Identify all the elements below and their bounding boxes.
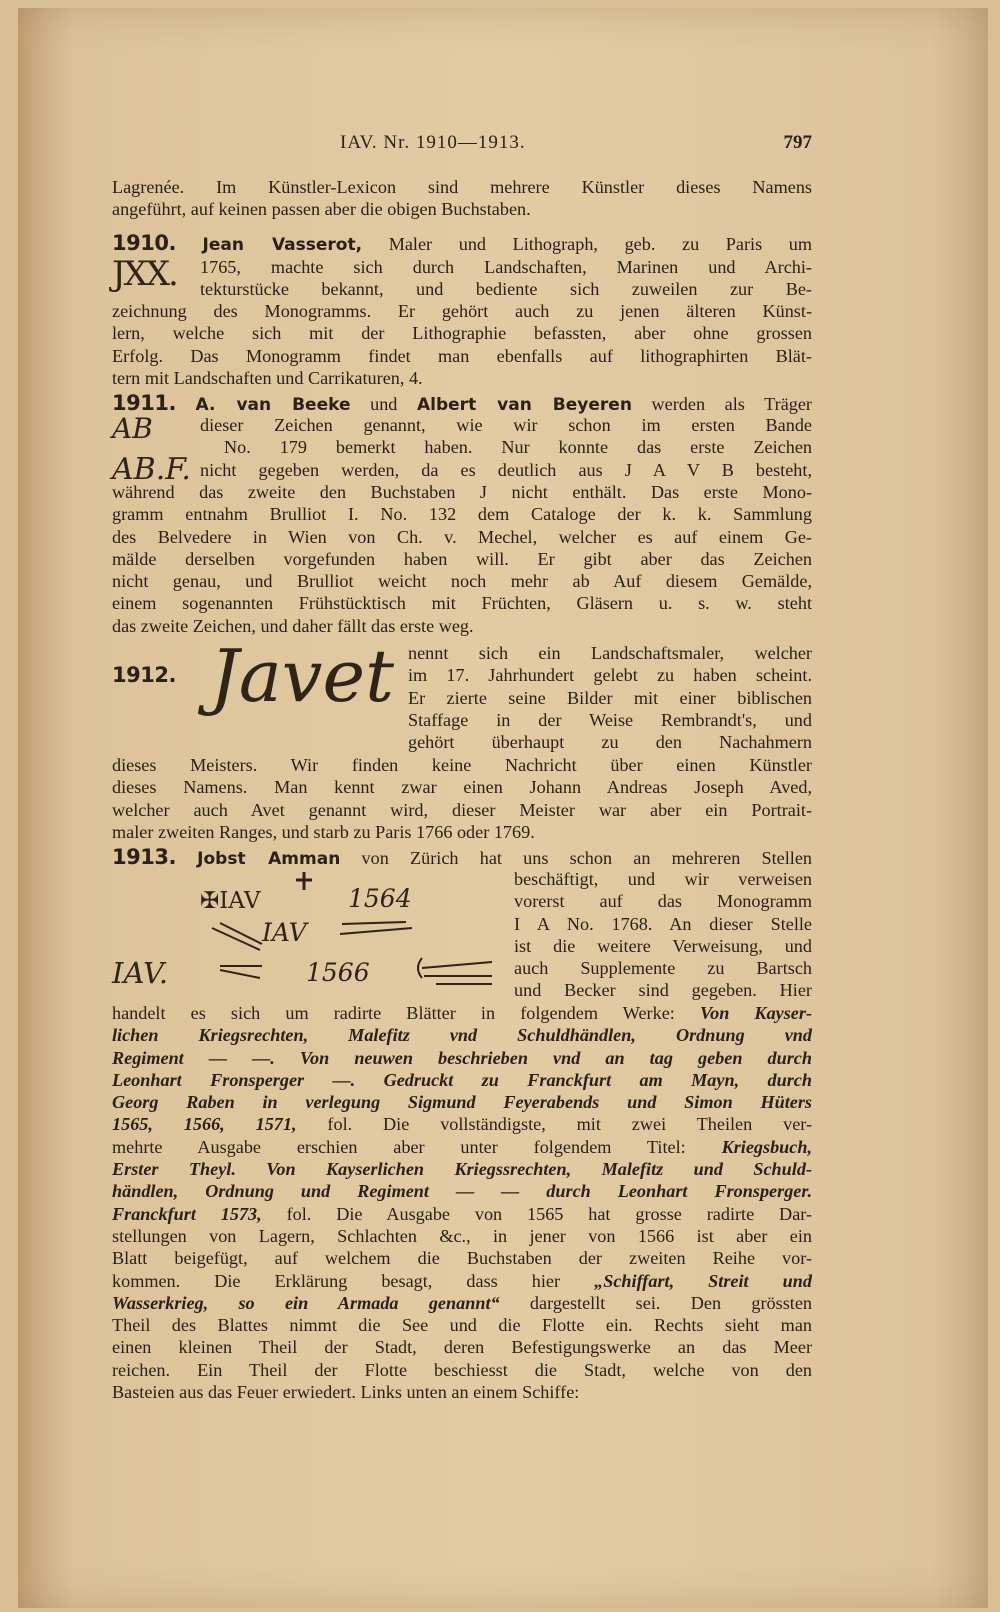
entry-1912-number-wrap bbox=[112, 663, 176, 687]
entry-1910-body: zeichnung des Monogramms. Er gehört auch zu jenen älteren Künst- lern, welche sich mit der Lithographie befassten, aber ohne grossen Erfolg. Das Monogramm findet man ebenfalls auf lithographirten Blät- tern mit Landschaften und Carrikaturen, 4. bbox=[112, 301, 812, 388]
entry-1913: 1913. Jobst Amman von Zürich hat uns schon an mehreren Stellen bbox=[112, 845, 813, 869]
monogram-strokes bbox=[200, 918, 500, 998]
entry-1912-body: dieses Meisters. Wir finden keine Nachricht über einen Künstler dieses Namens. Man kennt zwar einen Johann Andreas Joseph Aved, welcher auch Avet genannt wird, dieser Meister war aber ein Portrait- maler zweiten Ranges, und starb zu Paris 1766 oder 1769. bbox=[112, 755, 812, 842]
entry-1913-right: beschäftigt, und wir verweisen vorerst auf das Monogramm I A No. 1768. An dieser Stelle ist die weitere Verweisung, und auch Supplemente zu Bartsch und Becker sind gegeben. Hier bbox=[514, 869, 812, 1001]
entry-1910-indented: 1765, machte sich durch Landschaften, Marinen und Archi- tekturstücke bekannt, und bediente sich zuweilen zur Be- bbox=[200, 257, 812, 300]
monogram-ab: AB bbox=[112, 412, 153, 445]
entry-1912-right: nennt sich ein Landschaftsmaler, welcher im 17. Jahrhundert gelebt zu haben scheint. Er zierte seine Bilder mit einer biblischen Staffage in der Weise Rembrandt's, und gehört überhaupt zu den Nachahmern bbox=[408, 643, 812, 753]
intro-paragraph: Lagrenée. Im Künstler-Lexicon sind mehrere Künstler dieses Namens angeführt, auf keinen passen aber die obigen Buchstaben. bbox=[112, 177, 812, 220]
flourish-icon bbox=[220, 966, 262, 978]
sword-icon bbox=[212, 923, 262, 950]
artist-name: A. van Beeke bbox=[195, 395, 351, 415]
monogram-cross-iav: ✠IAV bbox=[200, 888, 261, 914]
entry-1913-body: handelt es sich um radirte Blätter in folgendem Werke: Von Kayser- lichen Kriegsrechten, Malefitz vnd Schuldhändlen, Ordnung vnd Regiment — —. Von neuwen beschrieben vnd an tag geben durch Leonhart Fronsperger —. Gedruckt zu Franckfurt am Mayn, durch Georg Raben in verlegung Sigmund Feyerabends und Simon Hüters 1565, 1566, 1571, fol. Die vollständigste, mit zwei Theilen ver- mehrte Ausgabe erschien aber unter folgendem Titel: Kriegsbuch, Erster Theyl. Von Kayserlichen Kriegssrechten, Malefitz und Schuld- händlen, Ordnung und Regiment — — durch Leonhart Fronsperger. Franckfurt 1573, fol. Die Ausgabe von 1565 hat grosse radirte Dar- stellungen von Lagern, Schlachten &c., in jener von 1566 ist aber ein Blatt beigefügt, auf welchem die Buchstaben der zweiten Reihe vor- kommen. Die Erklärung besagt, dass hier „Schiffart, Streit und Wasserkrieg, so ein Armada genannt“ dargestellt sei. Den grössten Theil des Blattes nimmt die See und die Flotte ein. Rechts sieht man einen kleinen Theil der Stadt, deren Befestigungswerke an das Meer reichen. Ein Theil der Flotte beschiesst die Stadt, welche von den Basteien aus das Feuer erwiedert. Links unten an einem Schiffe: bbox=[112, 1003, 813, 1403]
entry-number: 1913. bbox=[112, 845, 176, 869]
monogram-iav-sword: IAV bbox=[262, 918, 307, 947]
artist-name: Jobst Amman bbox=[197, 849, 341, 869]
monogram-jxx: JXX. bbox=[112, 254, 177, 294]
entry-number: 1911. bbox=[112, 391, 176, 415]
page-number: 797 bbox=[783, 132, 812, 153]
monogram-iav-large: IAV. bbox=[112, 956, 169, 990]
monogram-abf: AB.F. bbox=[112, 452, 191, 487]
entry-number: 1912. bbox=[112, 663, 176, 687]
entry-number: 1910. bbox=[112, 231, 176, 255]
entry-1911: 1911. A. van Beeke und Albert van Beyeren werden als Träger bbox=[112, 391, 812, 415]
running-title: IAV. Nr. 1910—1913. bbox=[340, 132, 526, 153]
entry-1910: 1910. Jean Vasserot, Maler und Lithograph, geb. zu Paris um bbox=[112, 231, 812, 255]
artist-name: Albert van Beyeren bbox=[417, 395, 632, 415]
entry-1911-indented: dieser Zeichen genannt, wie wir schon im ersten Bande No. 179 bemerkt haben. Nur konnte das erste Zeichen nicht gegeben werden, da es deutlich aus J A V B besteht, bbox=[200, 415, 812, 480]
ship-icon bbox=[418, 958, 492, 984]
artist-name: Jean Vasserot, bbox=[202, 235, 363, 255]
running-header bbox=[112, 132, 812, 158]
dagger-icon bbox=[340, 922, 412, 934]
monogram-year-1566: 1566 bbox=[306, 958, 370, 987]
signature-javet: Javet bbox=[210, 634, 395, 718]
monogram-year-1564: 1564 bbox=[348, 884, 412, 913]
entry-1911-body: während das zweite den Buchstaben J nicht enthält. Das erste Mono- gramm entnahm Brulliot I. No. 132 dem Cataloge der k. k. Sammlung des Belvedere in Wien von Ch. v. Mechel, welcher es auf einem Ge- mälde derselben vorgefunden haben will. Er gibt aber das Zeichen nicht genau, und Brulliot weicht noch mehr ab Auf diesem Gemälde, einem sogenannten Frühstücktisch mit Früchten, Gläsern u. s. w. steht das zweite Zeichen, und daher fällt das erste weg. bbox=[112, 482, 812, 636]
